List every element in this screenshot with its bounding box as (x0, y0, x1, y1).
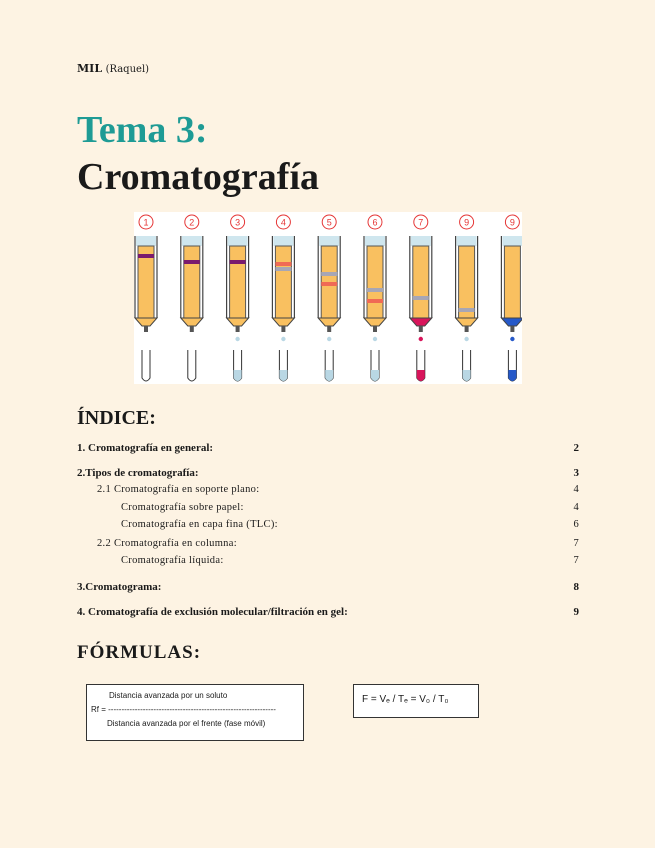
toc-item[interactable] (77, 538, 579, 554)
column-band (275, 262, 291, 266)
eluate-drop (281, 337, 285, 341)
test-tube (188, 350, 196, 381)
tube-number: 7 (418, 217, 424, 228)
column-band (413, 296, 429, 300)
column-packing (413, 246, 429, 318)
tube-number: 5 (326, 217, 332, 228)
column-packing (367, 246, 383, 318)
column-tip (456, 318, 478, 326)
column-band (275, 267, 291, 271)
tube-number: 3 (235, 217, 241, 228)
toc-item[interactable] (77, 606, 579, 622)
column-packing (275, 246, 291, 318)
column-tip (227, 318, 249, 326)
tube-number: 9 (464, 217, 470, 228)
column-solvent (273, 236, 293, 246)
toc-item-page: 7 (573, 555, 579, 566)
eluate-drop (235, 337, 239, 341)
toc-item[interactable] (77, 555, 579, 571)
toc-item-label: 4. Cromatografía de exclusión molecular/filtración en gel: (77, 606, 348, 618)
column-tip (410, 318, 432, 326)
toc-item-label: 1. Cromatografía en general: (77, 442, 214, 454)
toc-item[interactable] (77, 581, 579, 597)
column-band (321, 282, 337, 286)
column-stopcock (373, 326, 377, 332)
column-stopcock (236, 326, 240, 332)
column-stopcock (281, 326, 285, 332)
rf-denominator: Distancia avanzada por el frente (fase móvil) (107, 719, 266, 728)
toc-item[interactable] (77, 467, 579, 483)
toc-item-label: 2.Tipos de cromatografía: (77, 467, 199, 479)
tube-number: 1 (143, 217, 149, 228)
column-solvent (319, 236, 339, 246)
tube-number: 6 (372, 217, 378, 228)
eluate-drop (419, 337, 423, 341)
author-line (77, 62, 149, 75)
f-formula-box (353, 684, 479, 718)
toc-item[interactable] (77, 442, 579, 458)
column-packing (184, 246, 200, 318)
toc-item-page: 4 (573, 502, 579, 513)
column-stopcock (465, 326, 469, 332)
column-tip (135, 318, 157, 326)
column-stopcock (419, 326, 423, 332)
column-tip (181, 318, 203, 326)
tube-number: 2 (189, 217, 195, 228)
formulas-heading: FÓRMULAS: (77, 642, 202, 663)
rf-fraction-line: Rf = --------------------------------------------------------------- (91, 705, 276, 714)
tube-number: 4 (280, 217, 286, 228)
column-stopcock (510, 326, 514, 332)
column-band (321, 272, 337, 276)
column-packing (230, 246, 246, 318)
toc-item-label: Cromatografía líquida: (121, 555, 224, 566)
tube-number: 9 (509, 217, 515, 228)
toc-item-page: 4 (573, 484, 579, 495)
column-band (138, 254, 154, 258)
column-solvent (228, 236, 248, 246)
column-band (459, 308, 475, 312)
tube-eluate (463, 370, 471, 381)
rf-formula-box (86, 684, 304, 741)
column-tip (501, 318, 522, 326)
column-packing (459, 246, 475, 318)
title-line-1: Tema 3: (77, 109, 208, 151)
toc-item-label: 2.1 Cromatografía en soporte plano: (97, 484, 260, 495)
column-solvent (182, 236, 202, 246)
toc-item-page: 3 (573, 467, 579, 479)
index-heading: ÍNDICE: (77, 407, 156, 429)
toc-item-page: 9 (573, 606, 579, 618)
toc-item-label: Cromatografía sobre papel: (121, 502, 244, 513)
eluate-drop (510, 337, 514, 341)
rf-numerator: Distancia avanzada por un soluto (109, 691, 228, 700)
title-line-2: Cromatografía (77, 156, 320, 198)
column-solvent (457, 236, 477, 246)
f-formula: F = Vₑ / Tₑ = V₀ / T₀ (362, 694, 449, 705)
tube-eluate (279, 370, 287, 381)
column-solvent (411, 236, 431, 246)
toc-item-page: 2 (573, 442, 579, 454)
tube-eluate (325, 370, 333, 381)
eluate-drop (373, 337, 377, 341)
column-packing (504, 246, 520, 318)
column-solvent (136, 236, 156, 246)
column-band (184, 260, 200, 264)
eluate-drop (327, 337, 331, 341)
tube-eluate (371, 370, 379, 381)
chromatography-figure (134, 212, 522, 384)
eluate-drop (464, 337, 468, 341)
column-tip (318, 318, 340, 326)
toc-item-page: 6 (573, 519, 579, 530)
tube-eluate (508, 370, 516, 381)
column-tip (364, 318, 386, 326)
test-tube (142, 350, 150, 381)
column-stopcock (190, 326, 194, 332)
column-chromatography-diagram (134, 212, 522, 384)
toc-item[interactable] (77, 502, 579, 518)
column-tip (272, 318, 294, 326)
column-stopcock (144, 326, 148, 332)
toc-item-page: 7 (573, 538, 579, 549)
column-band (367, 288, 383, 292)
column-band (230, 260, 246, 264)
tube-eluate (417, 370, 425, 381)
toc-item[interactable] (77, 484, 579, 500)
toc-item-label: 2.2 Cromatografía en columna: (97, 538, 237, 549)
toc-item-label: 3.Cromatograma: (77, 581, 162, 593)
toc-item[interactable] (77, 519, 579, 535)
author-initials: MIL (77, 62, 103, 75)
toc-item-page: 8 (573, 581, 579, 593)
tube-eluate (234, 370, 242, 381)
column-solvent (365, 236, 385, 246)
author-name: (Raquel) (105, 64, 150, 75)
column-band (367, 299, 383, 303)
column-stopcock (327, 326, 331, 332)
column-solvent (502, 236, 522, 246)
toc-item-label: Cromatografía en capa fina (TLC): (121, 519, 278, 530)
